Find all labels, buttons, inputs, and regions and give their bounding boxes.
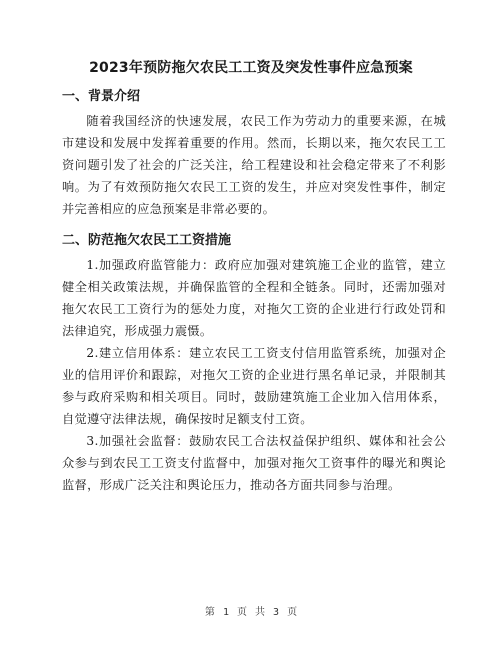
page-footer: 第 1 页 共 3 页: [204, 607, 298, 618]
paragraph-measure-1: 1.加强政府监管能力：政府应加强对建筑施工企业的监管，建立健全相关政策法规，并确保监管的全程和全链条。同时，还需加强对拖欠农民工工资行为的惩处力度，对拖欠工资的企业进行行政处罚和法律追究，形成强力震慑。: [62, 258, 446, 338]
section-heading-measures: 二、防范拖欠农民工工资措施: [62, 233, 232, 248]
document-title: 2023年预防拖欠农民工工资及突发性事件应急预案: [89, 60, 413, 76]
paragraph-background: 随着我国经济的快速发展，农民工作为劳动力的重要来源，在城市建设和发展中发挥着重要的作用。然而，长期以来，拖欠农民工工资问题引发了社会的广泛关注，给工程建设和社会稳定带来了不利影响。为了有效预防拖欠农民工工资的发生，并应对突发性事件，制定并完善相应的应急预案是非常必要的。: [62, 114, 446, 216]
paragraph-measure-3: 3.加强社会监督：鼓励农民工合法权益保护组织、媒体和社会公众参与到农民工工资支付监督中，加强对拖欠工资事件的曝光和舆论监督，形成广泛关注和舆论压力，推动各方面共同参与治理。: [62, 434, 446, 492]
paragraph-measure-2: 2.建立信用体系：建立农民工工资支付信用监管系统，加强对企业的信用评价和跟踪，对拖欠工资的企业进行黑名单记录，并限制其参与政府采购和相关项目。同时，鼓励建筑施工企业加入信用体系，自觉遵守法律法规，确保按时足额支付工资。: [62, 346, 446, 426]
section-heading-background: 一、背景介绍: [62, 89, 141, 104]
